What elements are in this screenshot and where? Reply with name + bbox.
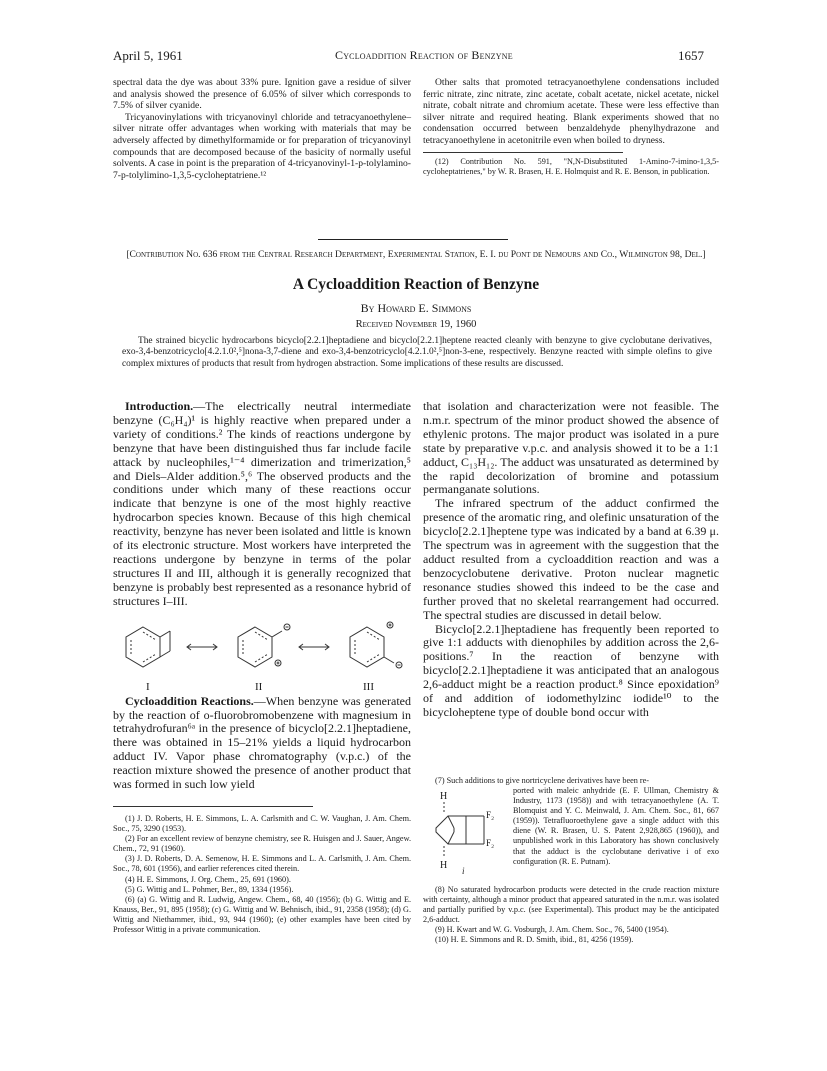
struct-atom-label: H <box>440 791 448 802</box>
struct-atom-label: F₂ <box>486 810 495 820</box>
abstract: The strained bicyclic hydrocarbons bicyclo[2.2.1]heptadiene and bicyclo[2.2.1]heptene reacted cleanly with benzyne to give cyclobutane derivatives, exo-3,4-benzotricyclo[4.2.1.0²,⁵]nona-3,7-diene and exo-3,4-benzotricyclo[4.2.1.0²,⁵]non-3-ene, respectively. Benzyne reacted with simple olefins to give complex mixtures of products that result from hydrogen abstraction. Some implications of these results are discussed. <box>122 336 712 369</box>
header-date: April 5, 1961 <box>113 48 183 63</box>
paragraph: Bicyclo[2.2.1]heptadiene has frequently been reported to give 1:1 adducts with dienophiles by addition across the 2,6-positions.⁷ In the reaction of benzyne with bicyclo[2.2.1]heptadiene it was anticipated that an analogous 2,6-adduct might be a reaction product.⁸ Since epoxidation⁹ of and addition of iodomethylzinc iodide¹⁰ to the bicycloheptene type of double bond occur with <box>423 621 719 719</box>
structure-ii <box>238 624 290 667</box>
footnote: (6) (a) G. Wittig and R. Ludwig, Angew. Chem., 68, 40 (1956); (b) G. Wittig and E. Knauss, Ber., 91, 895 (1958); (c) G. Wittig and W. Behnisch, ibid., 91, 2358 (1958); (d) G. Wittig and Niethammer, ibid., 93, 944 (1960); (e) other examples have been cited by Professor Wittig in a private communication. <box>113 894 411 935</box>
adduct-i-structure <box>426 788 510 880</box>
footnote-7-text: ported with maleic anhydride (E. F. Ullman, Chemistry & Industry, 1173 (1958)) and with tetracyanoethylene (A. T. Blomquist and Y. C. Meinwald, J. Am. Chem. Soc., 81, 667 (1959)). Tetrafluoroethylene gave a single adduct with this diene (W. R. Brasen, U. S. Patent 2,928,865 (1960)), and unpublished work in this Laboratory has shown conclusively that the adduct is the cyclobutane derivative i of exo configuration (R. E. Putnam). <box>513 786 719 866</box>
resonance-arrow <box>299 644 329 650</box>
structure-label: II <box>255 680 263 693</box>
previous-article-right-column <box>423 77 719 177</box>
paragraph: The infrared spectrum of the adduct confirmed the presence of the aromatic ring, and olefinic unsaturation of the bicyclo[2.2.1]heptene type was indicated by a band at 6.39 μ. The spectrum was in agreement with the suggestion that the adduct resulted from a cycloaddition reaction and was a benzocyclobutene derivative. Proton nuclear magnetic resonance studies showed this indeed to be the case and further proved that no skeletal rearrangement had occurred. The spectral studies are discussed in detail below. <box>423 496 719 622</box>
struct-atom-label: H <box>440 860 448 871</box>
structure-label: I <box>146 680 150 693</box>
footnotes-right <box>423 776 719 946</box>
struct-label-i: i <box>462 866 465 876</box>
contribution-line: [Contribution No. 636 from the Central Research Department, Experimental Station, E. I. du Pont de Nemours and Co., Wilmington 98, Del.] <box>126 249 706 260</box>
previous-article-left-column <box>113 77 411 181</box>
footnote-rule <box>113 806 313 807</box>
structure-label: III <box>363 680 374 693</box>
body-right-column <box>423 400 719 720</box>
running-title: Cycloaddition Reaction of Benzyne <box>335 48 513 62</box>
footnote: (10) H. E. Simmons and R. D. Smith, ibid., 81, 4256 (1959). <box>435 935 634 945</box>
article-divider <box>318 239 508 240</box>
benzyne-structures <box>113 613 411 695</box>
footnote-7 <box>423 776 719 885</box>
footnote: (1) J. D. Roberts, H. E. Simmons, L. A. Carlsmith and C. W. Vaughan, J. Am. Chem. Soc., 75, 3290 (1953). <box>113 814 411 834</box>
article-title: A Cycloaddition Reaction of Benzyne <box>292 276 540 293</box>
footnote: (3) J. D. Roberts, D. A. Semenow, H. E. Simmons and L. A. Carlsmith, J. Am. Chem. Soc., 78, 601 (1956), and earlier references cited therein. <box>113 854 411 874</box>
section-heading: Introduction. <box>125 399 194 413</box>
footnote: (9) H. Kwart and W. G. Vosburgh, J. Am. Chem. Soc., 76, 5400 (1954). <box>435 925 669 935</box>
paragraph: spectral data the dye was about 33% pure. Ignition gave a residue of silver and analysis showed the presence of 6.05% of silver which corresponds to 7.5% of silver cyanide. <box>113 77 411 112</box>
body-left-column <box>113 400 411 792</box>
footnote-rule <box>423 152 623 153</box>
structure-i <box>126 627 170 667</box>
page-number: 1657 <box>678 48 704 63</box>
footnote-12: (12) Contribution No. 591, "N,N-Disubstituted 1-Amino-7-imino-1,3,5-cycloheptatrienes," by W. R. Brasen, H. E. Holmquist and R. E. Benson, in publication. <box>423 156 719 176</box>
resonance-structures-figure <box>113 613 411 679</box>
footnote: (5) G. Wittig and L. Pohmer, Ber., 89, 1334 (1956). <box>125 884 294 894</box>
struct-atom-label: F₂ <box>486 838 495 848</box>
structure-iii <box>350 622 402 668</box>
paragraph-text: —When benzyne was generated by the reaction of o-fluorobromobenzene with magnesium in tetrahydrofuran⁶ᵃ in the presence of bicyclo[2.2.1]heptadiene, there was obtained in 15–21% yields a liquid hydrocarbon adduct IV. Vapor phase chromatography (v.p.c.) of the reaction mixture showed the presence of another product that was formed in such low yield <box>113 693 411 792</box>
paragraph: Other salts that promoted tetracyanoethylene condensations included ferric nitrate, zinc nitrate, zinc acetate, cobalt acetate, nickel acetate, nickel nitrate, cobalt nitrate and chromium acetate. These were less effective than silver nitrate and required heating. Blank experiments showed that no condensation occurred between benzaldehyde phenylhydrazone and tetracyanoethylene in acetonitrile even when boiled to dryness. <box>423 77 719 146</box>
paragraph: Tricyanovinylations with tricyanovinyl chloride and tetracyanoethylene–silver nitrate offer advantages when working with materials that may be adversely affected by dimethylformamide or for preparation of tricyanovinyl compounds that are decomposed because of the basicity of normally useful solvents. A case in point is the preparation of 4-tricyanovinyl-1-p-tolylamino-7-p-tolylimino-1,3,5-cycloheptatriene.¹² <box>113 111 411 181</box>
introduction-paragraph <box>113 400 411 609</box>
byline: By Howard E. Simmons <box>360 301 472 315</box>
paragraph-text: —The electrically neutral intermediate benzyne (C₆H₄)¹ is highly reactive when prepared under a variety of conditions.² The kinds of reactions undergone by benzyne that have been distinguished thus far include facile attack by nucleophiles,¹⁻⁴ dimerization and trimerization,⁵ and Diels–Alder addition.⁵,⁶ The observed products and the conditions under which many of these reactions occur indicate that benzyne is one of the most highly reactive hydrocarbon species known. Because of this high chemical reactivity, benzyne has never been isolated and little is known of its electronic structure. Most workers have interpreted the reactions undergone by benzyne in terms of the polar structures II and III, although it is generally recognized that benzyne is probably best represented as a resonance hybrid of structures I–III. <box>113 399 411 608</box>
cycloaddition-paragraph <box>113 695 411 792</box>
paragraph: that isolation and characterization were not feasible. The n.m.r. spectrum of the minor product showed the absence of ethylenic protons. The major product was isolated in a pure state by preparative v.p.c. and analysis showed it to be a 1:1 adduct, C₁₃H₁₂. The adduct was unsaturated as determined by the rapid decolorization of bromine and potassium permanganate solutions. <box>423 399 719 497</box>
footnote: (2) For an excellent review of benzyne chemistry, see R. Huisgen and J. Sauer, Angew. Chem., 72, 91 (1960). <box>113 834 411 854</box>
resonance-arrow <box>187 644 217 650</box>
received-date: Received November 19, 1960 <box>355 319 477 330</box>
section-heading: Cycloaddition Reactions. <box>125 693 254 708</box>
footnotes-left <box>113 814 411 935</box>
footnote: (8) No saturated hydrocarbon products were detected in the crude reaction mixture with certainty, although a minor product that appeared saturated in the n.m.r. was isolated and partially purified by v.p.c. (see Experimental). This product may be the anticipated 2,6-adduct. <box>423 885 719 925</box>
footnote-7-lead: (7) Such additions to give nortricyclene derivatives have been re- <box>435 776 649 785</box>
footnote: (4) H. E. Simmons, J. Org. Chem., 25, 691 (1960). <box>125 874 291 884</box>
